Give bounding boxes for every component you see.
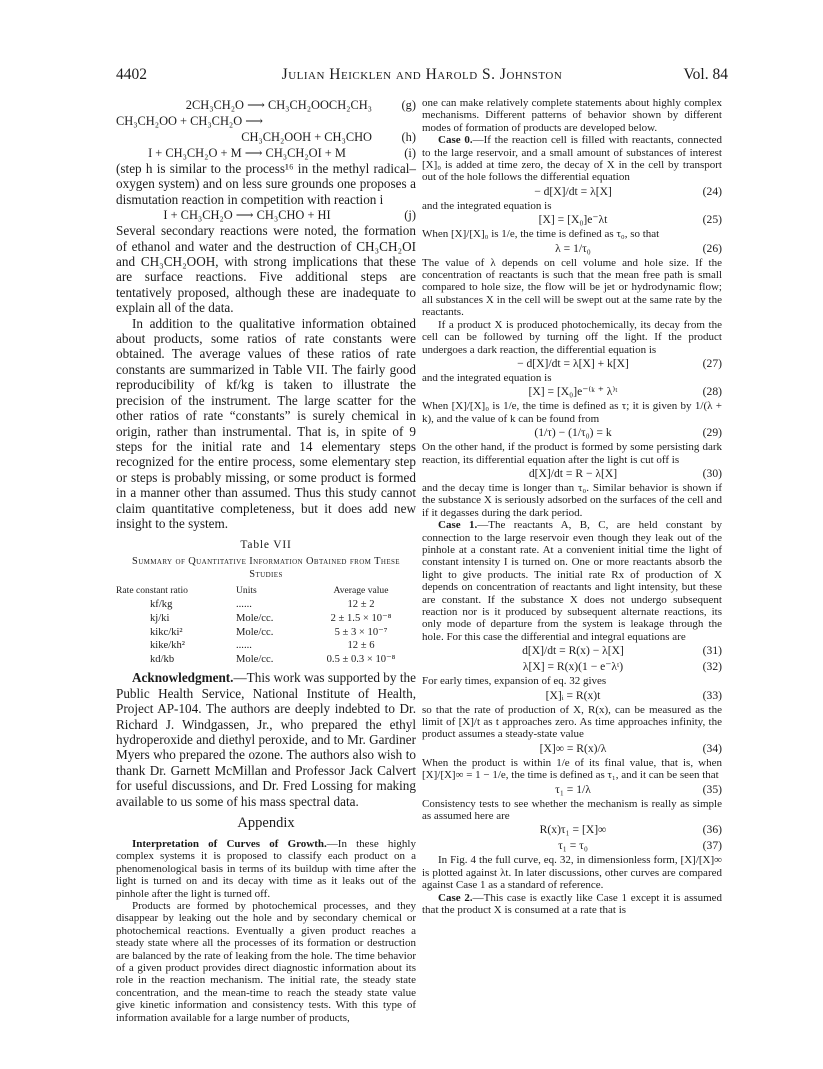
equation-j: I + CH₃CH₂O ⟶ CH₃CHO + HI (j) <box>163 208 416 223</box>
paragraph-consistency: Consistency tests to see whether the mechanism is really as simple as assumed here are <box>422 797 722 823</box>
case-2-paragraph: Case 2.—This case is exactly like Case 1 except it is assumed that the product X is consumed at a rate that is <box>422 891 723 917</box>
acknowledgment-paragraph: Acknowledgment.—This work was supported by the Public Health Service, National Institute of Health, Project AP-104. The authors are deeply indebted to Dr. Richard J. Windgassen, Jr., who prepared the ethyl hydroperoxide and diethyl peroxide, and to Mr. Gardiner Myers who prepared the ozone. The authors also wish to thank Dr. Garnett McMillan and Professor Jack Calvert for useful discussions, and Dr. Fred Lossing for making available to us some of his mass spectral data. <box>116 670 416 809</box>
volume-label: Vol. 84 <box>683 66 728 83</box>
equation-29: (1/τ) − (1/τ₀) = k (29) <box>534 426 722 440</box>
table-row: kf/kg ...... 12 ± 2 <box>150 599 375 611</box>
text-early-times: For early times, expansion of eq. 32 gives <box>422 675 607 688</box>
paragraph-rate-production: so that the rate of production of X, R(x), can be measured as the limit of [X]/t as t approaches zero. As time approaches infinity, the product assumes a steady-state value <box>422 703 722 741</box>
case-0-heading: Case 0. <box>438 134 473 147</box>
paragraph-continued: one can make relatively complete statements about highly complex mechanisms. Different patterns of behavior shown by different modes of formation of products are developed below. <box>422 97 722 134</box>
paragraph-within: When the product is within 1/e of its final value, that is, when [X]/[X]∞ = 1 − 1/e, the time is defined as τ₁, and it can be seen that <box>422 756 722 782</box>
products-paragraph: Products are formed by photochemical processes, and they disappear by leaking out the hole and by secondary chemical or photochemical reactions. Eventually a given product reaches a steady state where all the processes of its formation or destruction are balanced by the rate of leaking from the hole. The time behavior of a given product provides direct diagnostic information about its role in the reaction mechanism. The initial rate, the steady state concentration, and the mean-time to reach the steady state value give kinetic information and consistency tests. With this type of information available for a large number of products, <box>116 900 416 1024</box>
equation-30: d[X]/dt = R − λ[X] (30) <box>528 466 722 480</box>
equation-i: I + CH₃CH₂O + M ⟶ CH₃CH₂OI + M (i) <box>148 146 416 160</box>
table-row: kj/ki Mole/cc. 2 ± 1.5 × 10⁻⁸ <box>150 612 392 625</box>
acknowledgment-heading: Acknowledgment. <box>132 670 234 686</box>
equation-24: − d[X]/dt = λ[X] (24) <box>534 184 722 198</box>
equation-33: [X]ᵢ = R(x)t (33) <box>545 688 722 702</box>
paragraph-photochemical: If a product X is produced photochemically, its decay from the cell can be followed by turning off the light. If the product undergoes a dark reaction, the differential equation is <box>422 318 722 356</box>
text-integrated-1: and the integrated equation is <box>422 199 552 212</box>
equation-36: R(x)τ₁ = [X]∞ (36) <box>539 823 722 837</box>
paragraph-other-hand: On the other hand, if the product is formed by some persisting dark reaction, its differential equation after the light is cut off is <box>422 441 722 466</box>
equation-h-line2: CH₃CH₂OOH + CH₃CHO (h) <box>241 130 416 144</box>
equation-32: λ[X] = R(x)(1 − e⁻λᵗ) (32) <box>522 660 722 674</box>
equation-28: [X] = [X₀]e⁻⁽ᵏ ⁺ λ⁾ᵗ (28) <box>528 385 722 399</box>
equation-25: [X] = [X₀]e⁻λt (25) <box>538 213 722 227</box>
table-title: Table VII <box>240 539 292 552</box>
paragraph-decay-time: and the decay time is longer than τ₀. Similar behavior is shown if the substance X is seriously adsorbed on the surfaces of the cell and if it degasses during the dark period. <box>422 481 722 519</box>
appendix-heading: Appendix <box>237 815 295 831</box>
paragraph-lambda-value: The value of λ depends on cell volume and hole size. If the concentration of reactants is such that the mean free path is small compared to hole size, the flow will be jet or hydrodynamic flow; all substances X in the cell will be swept out at the same rate by the reactants. <box>422 256 722 319</box>
table-row: kike/kh² ...... 12 ± 6 <box>150 640 375 652</box>
left-column <box>116 97 416 1024</box>
equation-h-line1: CH₃CH₂OO + CH₃CH₂O ⟶ <box>116 114 264 128</box>
table-caption: Summary of Quantitative Information Obtained from These Studies <box>132 556 400 581</box>
text-when-2: When [X]/[X]₀ is 1/e, the time is defined as τ; it is given by 1/(λ + k), and the value of k can be found from <box>422 400 722 425</box>
text-integrated-2: and the integrated equation is <box>422 371 552 384</box>
equation-31: d[X]/dt = R(x) − λ[X] (31) <box>522 644 722 658</box>
equation-34: [X]∞ = R(x)/λ (34) <box>539 741 722 755</box>
case-2-heading: Case 2. <box>438 891 473 904</box>
running-head-authors: Julian Heicklen and Harold S. Johnston <box>281 66 563 83</box>
case-1-paragraph: Case 1.—The reactants A, B, C, are held constant by connection to the large reservoir even though they leak out of the pinhole at a constant rate. At a convenient initial time the light of constant intensity I is turned on. One or more reactants absorb the light to give products. The initial rate Rx of production of X depends on concentration of reactants and light intensity, but these are constant. If the substance X does not undergo subsequent reaction nor is it produced by subsequent alternate reactions, its only mode of departure from the system is leakage through the hole. For this case the differential and integral equations are <box>422 519 722 643</box>
equation-27: − d[X]/dt = λ[X] + k[X] (27) <box>517 356 722 370</box>
running-header <box>116 66 728 86</box>
page-number: 4402 <box>116 66 147 83</box>
table-header-row: Rate constant ratio Units Average value <box>116 585 389 597</box>
equation-26: λ = 1/τ₀ (26) <box>555 241 722 255</box>
equation-g: 2CH₃CH₂O ⟶ CH₃CH₂OOCH₂CH₃ (g) <box>185 98 416 112</box>
paragraph-secondary-reactions: Several secondary reactions were noted, the formation of ethanol and water and the destruction of CH₃CH₂OI and CH₃CH₂OOH, with strong implications that these are surface reactions. Five additional steps are tentatively proposed, although these are inadequate to explain all of the data. <box>116 223 416 316</box>
case-1-heading: Case 1. <box>438 519 478 532</box>
interpretation-paragraph: Interpretation of Curves of Growth.—In these highly complex systems it is proposed to classify each product on a phenomenological basis in terms of its buildup with time after the light is turned on and its decay with time as it leaks out of the pinhole after the light is turned off. <box>116 838 416 900</box>
paragraph-step-h: (step h is similar to the process¹⁶ in the methyl radical–oxygen system) and on less sure grounds one proposes a dismutation reaction in competition with reaction i <box>116 161 416 207</box>
text-when-1: When [X]/[X]₀ is 1/e, the time is defined as τ₀, so that <box>422 228 660 241</box>
case-0-paragraph: Case 0.—If the reaction cell is filled with reactants, connected to the large reservoir, and a small amount of substances of interest [X]₀ is added at time zero, the decay of X in the cell by transport out of the hole follows the differential equation <box>422 134 723 184</box>
table-row: kd/kb Mole/cc. 0.5 ± 0.3 × 10⁻⁸ <box>150 653 396 666</box>
equation-35: τ₁ = 1/λ (35) <box>555 782 722 796</box>
paragraph-fig-4: In Fig. 4 the full curve, eq. 32, in dimensionless form, [X]/[X]∞ is plotted against λt. In later discussions, other curves are compared against Case 1 as a standard of reference. <box>422 854 722 892</box>
rate-constant-table <box>116 584 416 666</box>
paragraph-rate-constants: In addition to the qualitative information obtained about products, some ratios of rate constants were obtained. The average values of these ratios of rate constants are summarized in Table VII. The fairly good reproducibility of kf/kg is taken to illustrate the precision of the instrument. The large scatter for the other ratios of rate “constants” is surely chemical in origin, rather than instrumental. That is, in spite of 9 steps for the initial rate and 14 elementary steps recognized for the entire process, some elementary step or steps is probably missing, or some product is formed in a manner other than assumed. Thus this study cannot claim quantitative completeness, but it does add new insight to the system. <box>116 315 416 531</box>
equation-37: τ₁ = τ₀ (37) <box>558 839 722 853</box>
table-row: kikc/ki² Mole/cc. 5 ± 3 × 10⁻⁷ <box>150 626 388 639</box>
interpretation-heading: Interpretation of Curves of Growth. <box>132 838 327 850</box>
right-column <box>422 97 722 917</box>
